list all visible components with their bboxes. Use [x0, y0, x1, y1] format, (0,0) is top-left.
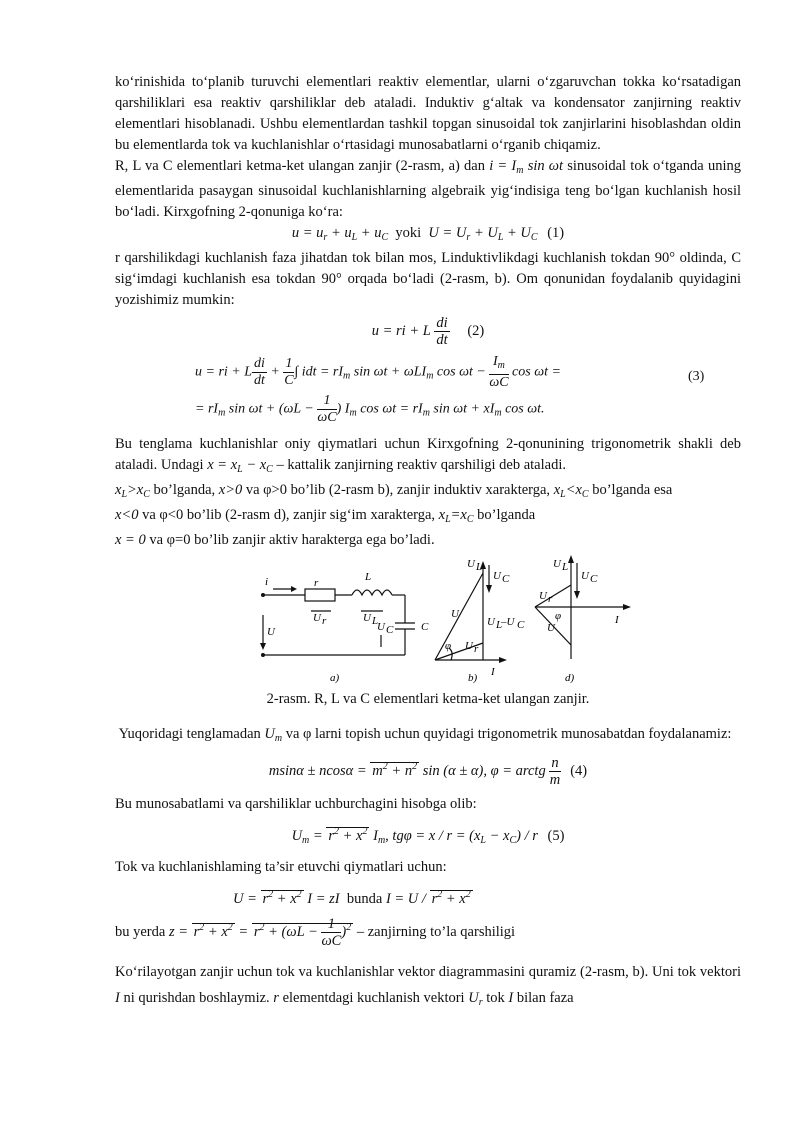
svg-text:L: L [562, 561, 569, 573]
equation-4: $msin\alpha \pm ncos\alpha = m^2 + n^2$ sin (α ± α), φ = arctg $\frac{n}{m}$ (4) [268, 755, 588, 788]
paragraph-9: bu yerda $z = r^2 + x^2 = r^2 + (\omega L$ − $\frac{1}{\omega C}$ )$^2$ – zanjirning to’la qarshiligi [115, 916, 516, 949]
svg-text:U: U [539, 590, 547, 602]
svg-text:r: r [474, 643, 479, 655]
svg-text:I: I [491, 666, 495, 678]
svg-text:U: U [553, 558, 561, 570]
svg-text:U: U [267, 626, 275, 638]
svg-text:C: C [590, 573, 598, 585]
figure-caption: 2-rasm. R, L va C elementlari ketma-ket ulangan zanjir. [266, 691, 590, 707]
page-content [115, 72, 741, 1016]
svg-text:φ: φ [555, 610, 562, 622]
svg-text:r: r [322, 615, 327, 627]
svg-text:L: L [476, 561, 483, 573]
svg-text:φ: φ [445, 640, 452, 652]
equation-1: $u = u_r + u_L + u_C$ yoki $U = U_r + U_L + U_C$ (1) [291, 225, 565, 243]
svg-text:U: U [547, 622, 555, 634]
paragraph-6: Yuqoridagi tenglamadan $U_m$ va φ larni topish uchun quyidagi trigonometrik munosabatdan foydalanamiz: [118, 726, 732, 744]
svg-text:d): d) [565, 672, 575, 684]
svg-text:a): a) [330, 672, 340, 684]
svg-text:L: L [365, 571, 372, 583]
svg-text:U: U [465, 640, 473, 652]
paragraph-1: ko‘rinishida to‘planib turuvchi elementlari reaktiv elementlar, ularni o‘zgaruvchan tokka ko‘rsatadigan qarshiliklari esa reaktiv qarshiliklar deb ataladi. Induktiv g‘altak va kondensator zanjirning reaktiv elementlari hisoblanadi. Ushbu elementlardan tashkil topgan sinusoidal tok zanjirlarini hisoblashdan oldin bu elementlarda tok va kuchlanishlar o‘rtasidagi munosabatlarni o‘rganib chiqamiz. [115, 74, 741, 153]
svg-text:L: L [496, 619, 503, 631]
svg-text:I: I [615, 614, 619, 626]
paragraph-2: R, L va C elementlari ketma-ket ulangan zanjir (2-rasm, a) dan $i = I_m$ sin ωt sinusoidal tok o‘tganda uning elementlarida pasaygan sinusoidal kuchlanishlarning algebraik yig‘indisiga teng bo‘lgan kuchlanish hosil bo‘ladi. Kirxgofning 2-qonuniga ko‘ra: [115, 158, 741, 220]
equation-2: u = ri + L $\frac{di}{dt}$ (2) [371, 315, 485, 348]
svg-text:r: r [314, 577, 319, 589]
svg-text:i: i [265, 576, 269, 588]
svg-text:C: C [421, 621, 429, 633]
circuit-figure [115, 555, 741, 685]
paragraph-7: Bu munosabatlami va qarshiliklar uchburchagini hisobga olib: [115, 796, 477, 812]
svg-text:U: U [451, 608, 459, 620]
svg-text:U: U [363, 612, 371, 624]
svg-text:U: U [487, 616, 495, 628]
paragraph-8: Tok va kuchlanishlaming ta’sir etuvchi qiymatlari uchun: [115, 859, 447, 875]
svg-text:L: L [372, 615, 379, 627]
svg-text:C: C [386, 624, 394, 636]
svg-text:U: U [493, 570, 501, 582]
equation-6: $U = r^2 + x^2$ I = zI bunda $I = U / r^2 + x^2$ [233, 889, 471, 907]
svg-text:U: U [581, 570, 589, 582]
svg-text:C: C [517, 619, 525, 631]
figure-drawing [115, 555, 741, 685]
svg-text:r: r [548, 593, 553, 605]
paragraph-3: r qarshilikdagi kuchlanish faza jihatdan tok bilan mos, Linduktivlikdagi kuchlanish tokdan 90° oldinda, C sig‘imdagi kuchlanish esa tokdan 90° orqada bo‘ladi (2-rasm, b). Om qonunidan foydalanib quyidagini yozishimiz mumkin: [115, 250, 741, 308]
svg-text:U: U [313, 612, 321, 624]
svg-text:–U: –U [501, 616, 515, 628]
equation-5: $U_m = r^2 + x^2$ $I_m$, $tg\varphi = x / r = (x_L - x_C) / r$ (5) [291, 826, 565, 846]
paragraph-4: Bu tenglama kuchlanishlar oniy qiymatlari uchun Kirxgofning 2-qonunining trigonometrik shakli deb ataladi. Undagi $x = x_L - x_C$ – kattalik zanjirning reaktiv qarshiligi deb ataladi. [115, 436, 741, 475]
equation-3: u = ri + L $\frac{di}{dt}$ + $\frac{1}{C}$ ∫ idt = $rI_m$ sin ωt + ωLI$_m$ cos ωt − $\frac{I_m}{\omega C}$ cos ωt = = $rI_m$ sin ωt + (ωL − $\frac{1}{\omega C}$ ) $I_m$ $\cos \omega t = rI_m$ $\sin \omega t + xI_m$ cos ωt. (3) [195, 354, 705, 425]
paragraph-5: $x_L>x_C$ bo’lganda, x>0 va φ>0 bo’lib (2-rasm b), zanjir induktiv xarakterga, $x_L<x_C$ bo’lganda esa x<0 va φ<0 bo’lib (2-rasm d), zanjir sig‘im xarakterga, $x_L=x_C$ bo’lganda x = 0 va φ=0 bo’lib zanjir aktiv harakterga ega bo’ladi. [115, 482, 673, 548]
svg-text:C: C [502, 573, 510, 585]
svg-text:U: U [377, 621, 385, 633]
svg-text:U: U [467, 558, 475, 570]
svg-text:b): b) [468, 672, 478, 684]
paragraph-10: Ko‘rilayotgan zanjir uchun tok va kuchlanishlar vektor diagrammasini quramiz (2-rasm, b). Uni tok vektori I ni qurishdan boshlaymiz. r elementdagi kuchlanish vektori $U_r$ tok I bilan faza [115, 964, 741, 1008]
